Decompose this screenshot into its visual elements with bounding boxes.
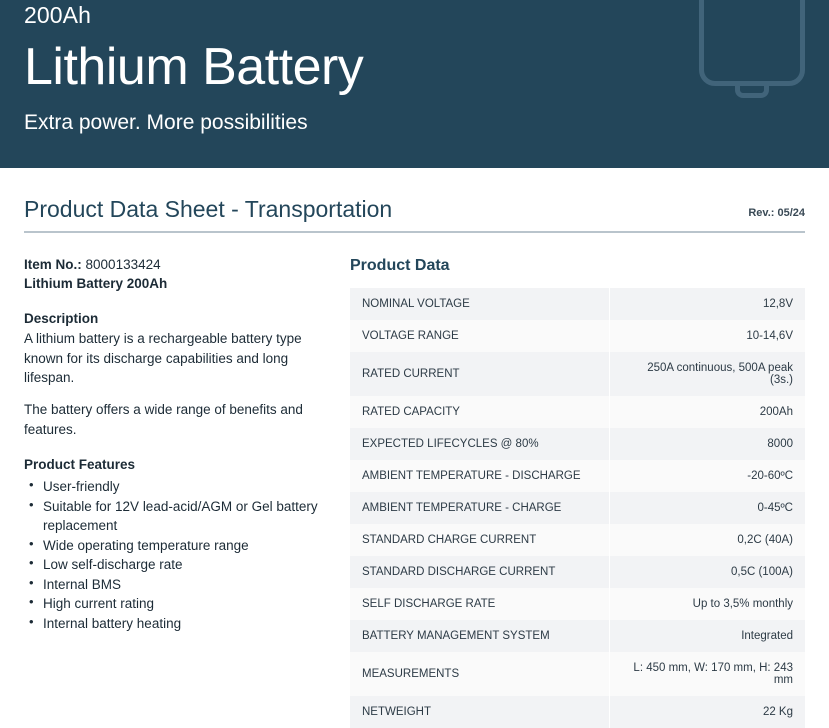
item-number-label: Item No.:: [24, 257, 82, 272]
table-cell-label: NOMINAL VOLTAGE: [350, 288, 609, 320]
table-row: [350, 652, 805, 696]
header-title: Lithium Battery: [24, 38, 364, 96]
table-cell-label: AMBIENT TEMPERATURE - CHARGE: [350, 492, 609, 524]
table-cell-value: 0,5C (100A): [609, 556, 805, 588]
revision-label: Rev.: 05/24: [748, 207, 805, 219]
item-name: Lithium Battery 200Ah: [24, 276, 168, 292]
description-paragraph-2: The battery offers a wide range of benefits and features.: [24, 402, 303, 437]
features-list: [24, 477, 324, 634]
description-heading: Description: [24, 311, 99, 327]
table-cell-value: 250A continuous, 500A peak (3s.): [609, 352, 805, 396]
table-cell-label: STANDARD DISCHARGE CURRENT: [350, 556, 609, 588]
item-number-value: 8000133424: [85, 257, 161, 272]
features-heading: Product Features: [24, 456, 136, 472]
table-cell-value: 8000: [609, 428, 805, 460]
table-row: [350, 396, 805, 428]
table-cell-label: RATED CAPACITY: [350, 396, 609, 428]
table-row: [350, 428, 805, 460]
header-subtitle: Extra power. More possibilities: [24, 111, 308, 135]
header-kicker: 200Ah: [24, 2, 92, 28]
table-row: [350, 352, 805, 396]
table-cell-label: NETWEIGHT: [350, 696, 609, 728]
table-row: [350, 492, 805, 524]
table-row: [350, 556, 805, 588]
product-data-heading: Product Data: [350, 257, 450, 274]
table-cell-value: 10-14,6V: [609, 320, 805, 352]
page-title: Product Data Sheet - Transportation: [24, 196, 393, 222]
list-item: • Suitable for 12V lead-acid/AGM or Gel battery replacement: [24, 497, 324, 536]
table-cell-label: AMBIENT TEMPERATURE - DISCHARGE: [350, 460, 609, 492]
table-cell-label: STANDARD CHARGE CURRENT: [350, 524, 609, 556]
table-cell-label: EXPECTED LIFECYCLES @ 80%: [350, 428, 609, 460]
sheet-title-row: [24, 196, 805, 233]
page-header: [0, 0, 829, 168]
list-item: • Internal battery heating: [24, 614, 324, 634]
table-cell-value: 22 Kg: [609, 696, 805, 728]
list-item: • Internal BMS: [24, 575, 324, 595]
product-data-table: [350, 288, 805, 728]
item-number-line: [24, 255, 324, 274]
table-row: [350, 460, 805, 492]
table-cell-value: -20-60ºC: [609, 460, 805, 492]
list-item: • High current rating: [24, 594, 324, 614]
table-cell-value: Up to 3,5% monthly: [609, 588, 805, 620]
list-item: • Wide operating temperature range: [24, 536, 324, 556]
table-cell-value: Integrated: [609, 620, 805, 652]
table-cell-label: SELF DISCHARGE RATE: [350, 588, 609, 620]
table-row: [350, 524, 805, 556]
table-cell-label: BATTERY MANAGEMENT SYSTEM: [350, 620, 609, 652]
table-row: [350, 588, 805, 620]
table-row: [350, 320, 805, 352]
list-item: • User-friendly: [24, 477, 324, 497]
table-cell-value: 200Ah: [609, 396, 805, 428]
list-item: • Low self-discharge rate: [24, 555, 324, 575]
table-row: [350, 696, 805, 728]
table-row: [350, 620, 805, 652]
table-row: [350, 288, 805, 320]
right-column: [350, 255, 805, 728]
table-cell-label: RATED CURRENT: [350, 352, 609, 396]
table-cell-value: 0-45ºC: [609, 492, 805, 524]
document-body: [24, 255, 805, 728]
description-paragraph-1: A lithium battery is a rechargeable battery type known for its discharge capabilities and long lifespan.: [24, 331, 302, 386]
table-cell-label: MEASUREMENTS: [350, 652, 609, 696]
table-cell-label: VOLTAGE RANGE: [350, 320, 609, 352]
table-cell-value: 12,8V: [609, 288, 805, 320]
table-cell-value: 0,2C (40A): [609, 524, 805, 556]
battery-outline-icon: [699, 0, 805, 86]
table-cell-value: L: 450 mm, W: 170 mm, H: 243 mm: [609, 652, 805, 696]
left-column: [24, 255, 324, 728]
